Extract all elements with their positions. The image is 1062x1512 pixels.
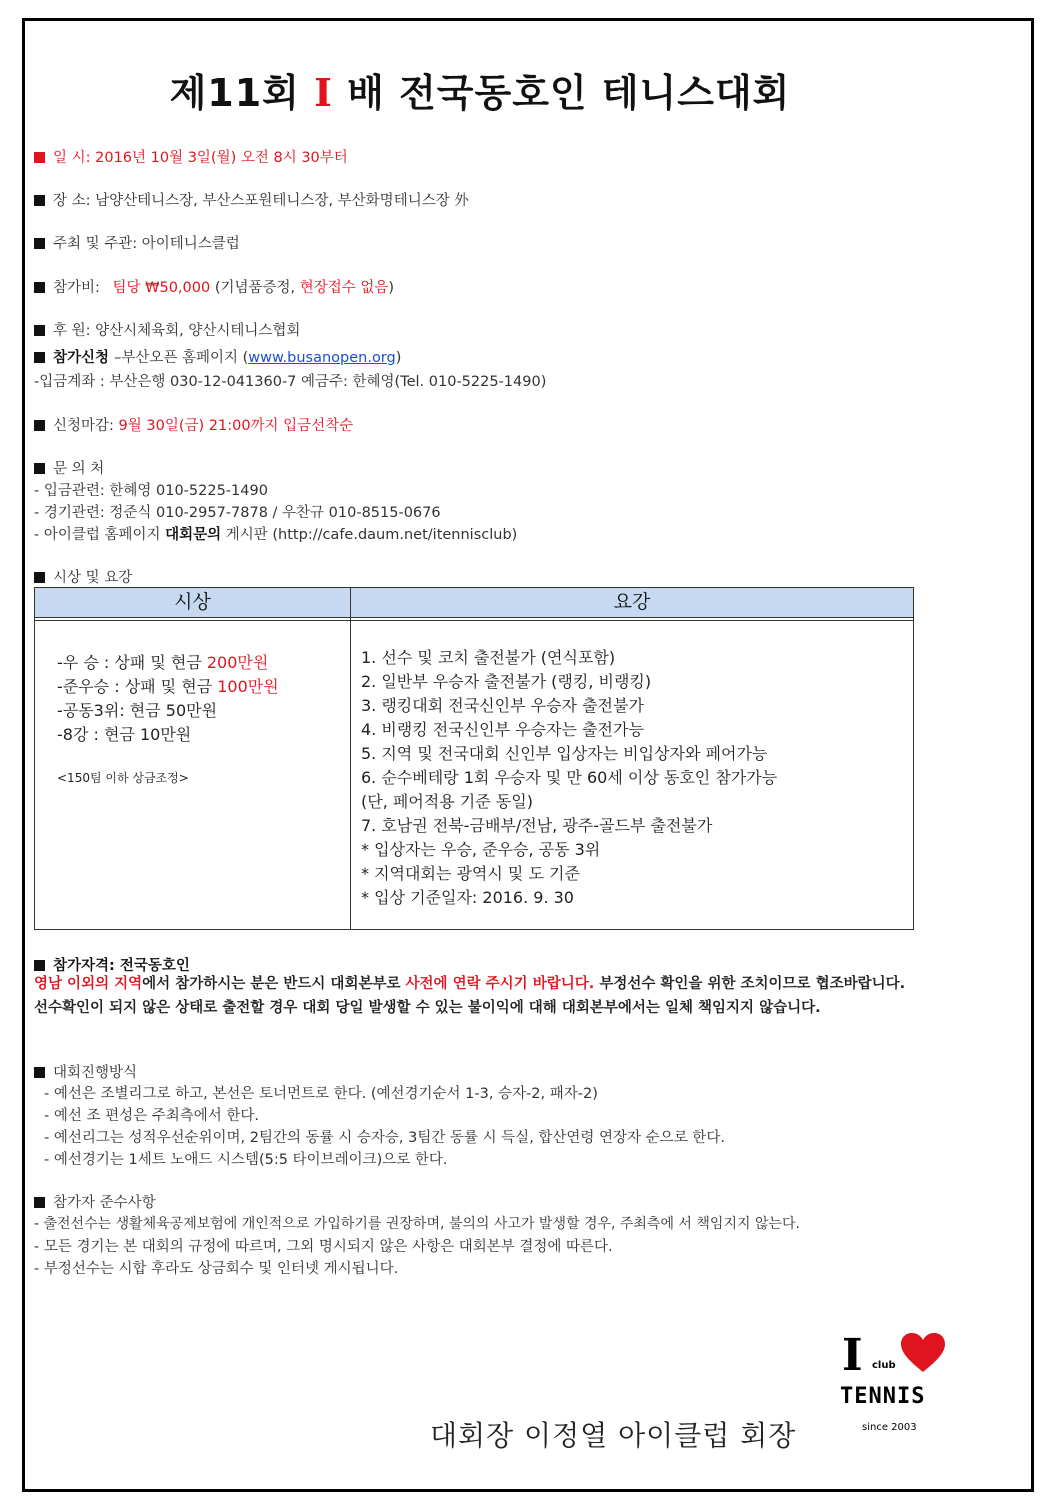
table-header-row xyxy=(35,588,913,618)
eligibility-region: 영남 이외의 지역 xyxy=(34,976,143,992)
table-header-rules: 요강 xyxy=(613,591,651,613)
fee-amount: 팀당 ₩50,000 xyxy=(112,280,211,296)
apply-line xyxy=(34,346,401,367)
date-line xyxy=(34,146,348,167)
award-amount: 100만원 xyxy=(217,677,279,696)
award-row xyxy=(57,698,217,721)
apply-text: –부산오픈 홈페이지 ( xyxy=(114,350,249,366)
participant-rules-heading xyxy=(34,1191,156,1212)
award-label: -준우승 : 상패 및 현금 xyxy=(57,677,218,696)
contact-board-name: 대회문의 xyxy=(165,527,222,543)
square-bullet-icon xyxy=(34,420,45,431)
logo-since: since 2003 xyxy=(862,1422,917,1433)
participant-rule-item: - 모든 경기는 본 대회의 규정에 따르며, 그외 명시되지 않은 사항은 대회본부 결정에 따른다. xyxy=(34,1239,613,1255)
rule-item: 1. 선수 및 코치 출전불가 (연식포함) xyxy=(361,648,616,667)
format-item: - 예선경기는 1세트 노애드 시스템(5:5 타이브레이크)으로 한다. xyxy=(44,1152,448,1168)
contact-label: 문 의 처 xyxy=(53,461,105,477)
format-label: 대회진행방식 xyxy=(53,1065,138,1081)
sponsor-line xyxy=(34,319,300,340)
square-bullet-icon xyxy=(34,238,45,249)
awards-heading xyxy=(34,566,132,587)
participant-rule-item: - 부정선수는 시합 후라도 상금회수 및 인터넷 게시됩니다. xyxy=(34,1261,399,1277)
square-bullet-icon xyxy=(34,1197,45,1208)
heart-icon xyxy=(900,1332,946,1374)
awards-label: 시상 및 요강 xyxy=(53,570,133,586)
busanopen-link[interactable]: www.busanopen.org xyxy=(248,350,396,366)
eligibility-text-b: 부정선수 확인을 위한 조치이므로 협조바랍니다. 선수확인이 되지 않은 상태로 출전할 경우 대회 당일 발생할 수 있는 불이익에 대해 대회본부에서는 일체 책임지지 않습니다. xyxy=(34,976,906,1016)
rule-item: 3. 랭킹대회 전국신인부 우승자 출전불가 xyxy=(361,696,644,715)
apply-close: ) xyxy=(395,350,402,366)
table-column-divider xyxy=(350,588,351,929)
fee-note-close: ) xyxy=(388,280,395,296)
square-bullet-icon xyxy=(34,572,45,583)
fee-note: (기념품증정, xyxy=(210,280,300,296)
logo-word: TENNIS xyxy=(840,1384,926,1409)
participant-rule-item: - 출전선수는 생활체육공제보험에 개인적으로 가입하기를 권장하며, 불의의 사고가 발생할 경우, 주최측에 서 책임지지 않는다. xyxy=(34,1216,800,1232)
eligibility-paragraph xyxy=(34,972,914,1020)
i-love-tennis-logo xyxy=(840,1330,950,1440)
rule-item: 6. 순수베테랑 1회 우승자 및 만 60세 이상 동호인 참가가능 xyxy=(361,768,778,787)
contact-line-1 xyxy=(34,479,268,500)
fee-line xyxy=(34,276,394,297)
apply-label: 참가신청 xyxy=(53,350,115,366)
square-bullet-icon xyxy=(34,463,45,474)
award-row xyxy=(57,722,191,745)
host-text: 주최 및 주관: 아이테니스클럽 xyxy=(53,236,240,252)
award-row xyxy=(57,650,268,673)
format-item: - 예선리그는 성적우선순위이며, 2팀간의 동률 시 승자승, 3팀간 동률 시 득실, 합산연령 연장자 순으로 한다. xyxy=(44,1130,725,1146)
rule-item: * 입상 기준일자: 2016. 9. 30 xyxy=(361,888,574,907)
square-bullet-icon xyxy=(34,195,45,206)
table-divider xyxy=(35,620,913,621)
rule-item: 4. 비랭킹 전국신인부 우승자는 출전가능 xyxy=(361,720,644,739)
award-amount: 200만원 xyxy=(206,653,269,672)
award-label: -8강 : 현금 10만원 xyxy=(57,725,192,744)
square-bullet-icon xyxy=(34,325,45,336)
contact-board-url: 게시판 (http://cafe.daum.net/itennisclub) xyxy=(221,527,518,543)
square-bullet-icon xyxy=(34,1067,45,1078)
fee-note-onsite: 현장접수 없음 xyxy=(299,280,389,296)
eligibility-label: 참가자격: 전국동호인 xyxy=(53,958,190,974)
rule-item: * 입상자는 우승, 준우승, 공동 3위 xyxy=(361,840,601,859)
participant-rules-label: 참가자 준수사항 xyxy=(53,1195,156,1211)
format-item: - 예선 조 편성은 주최측에서 한다. xyxy=(44,1108,259,1124)
award-label: -우 승 : 상패 및 현금 xyxy=(57,653,207,672)
rule-item: 5. 지역 및 전국대회 신인부 입상자는 비입상자와 페어가능 xyxy=(361,744,768,763)
host-line xyxy=(34,232,240,253)
award-row xyxy=(57,674,279,697)
account-line xyxy=(34,370,546,391)
contact-game: - 경기관련: 정준식 010-2957-7878 / 우찬규 010-8515-0676 xyxy=(34,505,441,521)
eligibility-text-a: 에서 참가하시는 분은 반드시 대회본부로 xyxy=(142,976,406,992)
rule-item: 7. 호남권 전북-금배부/전남, 광주-골드부 출전불가 xyxy=(361,816,713,835)
logo-letter: I xyxy=(842,1330,863,1381)
contact-heading xyxy=(34,457,104,478)
red-square-bullet-icon xyxy=(34,152,45,163)
square-bullet-icon xyxy=(34,352,45,363)
square-bullet-icon xyxy=(34,282,45,293)
rule-item: * 지역대회는 광역시 및 도 기준 xyxy=(361,864,580,883)
account-text: -입금계좌 : 부산은행 030-12-041360-7 예금주: 한혜영(Tel. 010-5225-1490) xyxy=(34,374,547,390)
deadline-value: 9월 30일(금) 21:00까지 입금선착순 xyxy=(118,418,354,434)
title-logo-letter: I xyxy=(314,70,333,115)
contact-deposit: - 입금관련: 한혜영 010-5225-1490 xyxy=(34,483,268,499)
format-heading xyxy=(34,1061,137,1082)
deadline-line xyxy=(34,414,353,435)
contact-homepage: - 아이클럽 홈페이지 xyxy=(34,527,166,543)
eligibility-contact-notice: 사전에 연락 주시기 바랍니다. xyxy=(405,976,595,992)
table-header-awards: 시상 xyxy=(174,591,211,613)
rule-item: 2. 일반부 우승자 출전불가 (랭킹, 비랭킹) xyxy=(361,672,652,691)
logo-club-text: club xyxy=(872,1360,896,1371)
fee-label: 참가비: xyxy=(53,280,100,296)
square-bullet-icon xyxy=(34,960,45,971)
award-label: -공동3위: 현금 50만원 xyxy=(57,701,218,720)
contact-line-3 xyxy=(34,523,517,544)
title-suffix: 배 전국동호인 테니스대회 xyxy=(332,71,791,115)
page-title xyxy=(0,62,960,117)
deadline-label: 신청마감: xyxy=(53,418,119,434)
sponsor-text: 후 원: 양산시체육회, 양산시테니스협회 xyxy=(53,323,301,339)
awards-note: <150팀 이하 상금조정> xyxy=(57,771,189,785)
rule-item: (단, 페어적용 기준 동일) xyxy=(361,792,533,811)
place-line xyxy=(34,189,469,210)
place-text: 장 소: 남양산테니스장, 부산스포원테니스장, 부산화명테니스장 外 xyxy=(53,193,469,209)
date-text: 일 시: 2016년 10월 3일(월) 오전 8시 30부터 xyxy=(53,150,348,166)
format-item: - 예선은 조별리그로 하고, 본선은 토너먼트로 한다. (예선경기순서 1-3, 승자-2, 패자-2) xyxy=(44,1086,598,1102)
awards-rules-table xyxy=(34,587,914,930)
contact-line-2 xyxy=(34,501,441,522)
title-prefix: 제11회 xyxy=(169,71,315,115)
signature: 대회장 이정열 아이클럽 회장 xyxy=(430,1419,797,1452)
